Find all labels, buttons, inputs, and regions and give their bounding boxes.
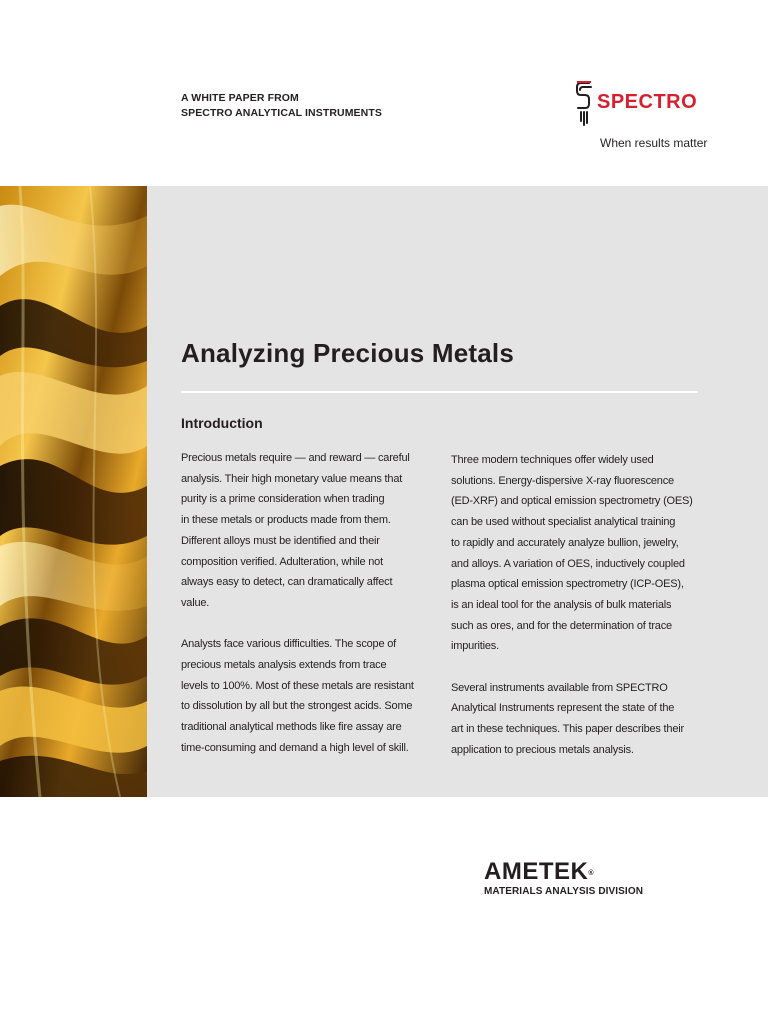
- text-line: (ED-XRF) and optical emission spectrometry (OES): [451, 495, 693, 508]
- hero-band: [0, 186, 768, 797]
- left-column-text: [181, 448, 441, 759]
- text-line: Analytical Instruments represent the state of the: [451, 702, 675, 715]
- text-line: traditional analytical methods like fire assay are: [181, 721, 402, 734]
- text-line: and alloys. A variation of OES, inductively coupled: [451, 557, 685, 570]
- title-divider: [181, 391, 698, 393]
- text-line: Different alloys must be identified and their: [181, 534, 380, 547]
- spectro-logo: [575, 80, 725, 128]
- ametek-wordmark: AMETEK®: [484, 858, 595, 885]
- tagline-line-1: A WHITE PAPER FROM: [181, 92, 299, 104]
- text-line: always easy to detect, can dramatically affect: [181, 576, 393, 589]
- text-line: levels to 100%. Most of these metals are resistant: [181, 679, 414, 692]
- tagline-line-2: SPECTRO ANALYTICAL INSTRUMENTS: [181, 107, 382, 119]
- text-line: purity is a prime consideration when trading: [181, 493, 385, 506]
- text-line: analysis. Their high monetary value means that: [181, 472, 403, 485]
- text-line: composition verified. Adulteration, while not: [181, 555, 383, 568]
- text-line: Analysts face various difficulties. The scope of: [181, 638, 396, 651]
- text-line: precious metals analysis extends from trace: [181, 659, 387, 672]
- registered-mark: ®: [588, 870, 595, 877]
- paragraph-gap: [451, 657, 711, 678]
- ametek-logo: [484, 858, 643, 897]
- section-heading: Introduction: [181, 415, 263, 431]
- text-line: is an ideal tool for the analysis of bulk materials: [451, 598, 672, 611]
- text-line: plasma optical emission spectrometry (ICP-OES),: [451, 578, 684, 591]
- spectro-mark-icon: [575, 80, 597, 128]
- spectro-wordmark: SPECTRO: [597, 91, 698, 113]
- text-line: to dissolution by all but the strongest acids. Some: [181, 700, 413, 713]
- division-name: MATERIALS ANALYSIS DIVISION: [484, 886, 644, 897]
- text-line: solutions. Energy-dispersive X-ray fluorescence: [451, 474, 674, 487]
- text-line: to rapidly and accurately analyze bullion, jewelry,: [451, 536, 679, 549]
- right-column-text: [451, 450, 711, 761]
- page-title: Analyzing Precious Metals: [181, 338, 514, 368]
- brand-slogan: When results matter: [600, 136, 708, 150]
- text-line: Precious metals require — and reward — careful: [181, 452, 410, 464]
- text-line: impurities.: [451, 640, 499, 653]
- paragraph-gap: [181, 614, 441, 635]
- text-line: application to precious metals analysis.: [451, 743, 634, 756]
- text-line: art in these techniques. This paper describes their: [451, 723, 684, 736]
- gold-metal-image: [0, 186, 147, 797]
- text-line: value.: [181, 596, 210, 609]
- text-line: Several instruments available from SPECTRO: [451, 681, 668, 694]
- text-line: in these metals or products made from them.: [181, 514, 391, 527]
- text-line: time-consuming and demand a high level of skill.: [181, 741, 409, 754]
- text-line: can be used without specialist analytical training: [451, 516, 676, 529]
- text-line: Three modern techniques offer widely used: [451, 454, 654, 466]
- white-paper-tagline: [181, 91, 382, 121]
- text-line: such as ores, and for the determination of trace: [451, 619, 672, 632]
